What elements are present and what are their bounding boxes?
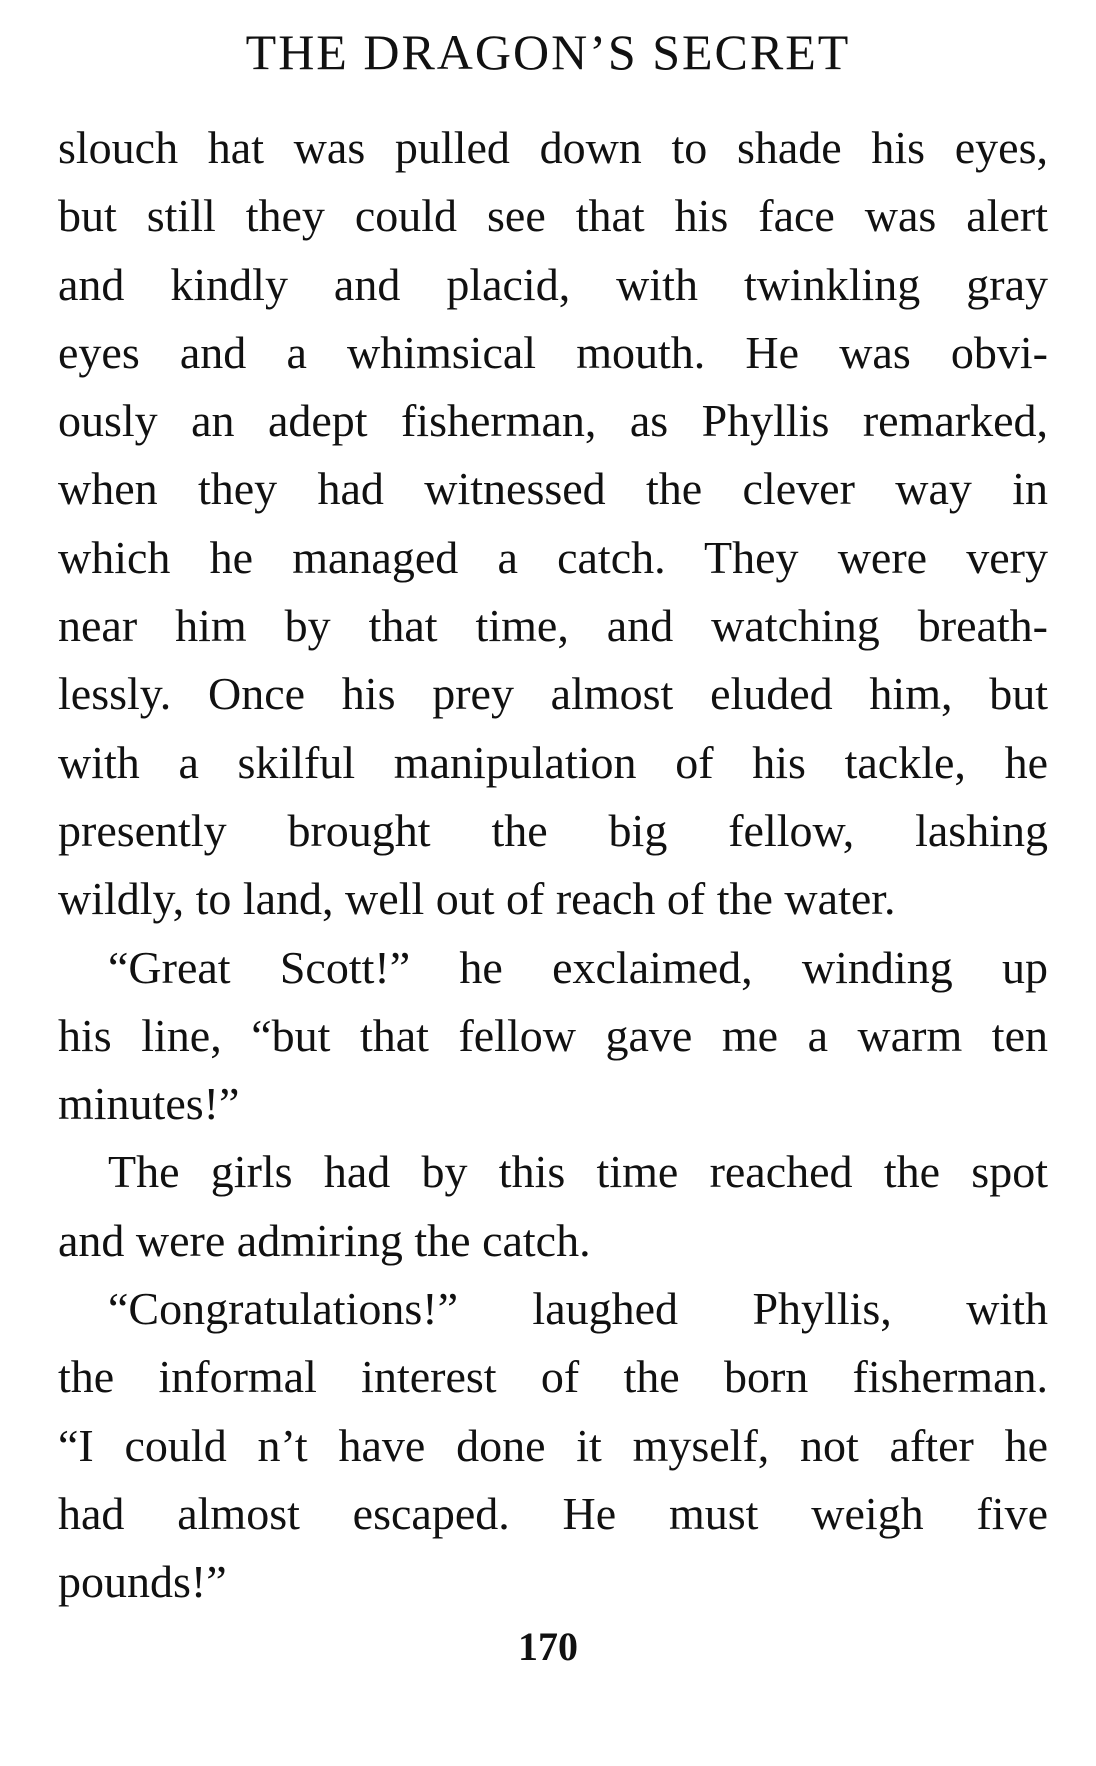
- text-line: and kindly and placid, with twinkling gray: [58, 258, 1048, 310]
- text-line: presently brought the big fellow, lashing: [58, 804, 1048, 856]
- text-line: wildly, to land, well out of reach of the water.: [58, 873, 896, 925]
- running-head: THE DRAGON’S SECRET: [245, 24, 851, 80]
- body-text: [58, 114, 1048, 1617]
- text-line: which he managed a catch. They were very: [58, 531, 1048, 583]
- text-line: “Great Scott!” he exclaimed, winding up: [108, 941, 1048, 993]
- text-line: ously an adept fisherman, as Phyllis remarked,: [58, 395, 1048, 447]
- page-number: 170: [518, 1624, 578, 1669]
- text-line: eyes and a whimsical mouth. He was obvi-: [58, 326, 1048, 378]
- text-line: near him by that time, and watching breath-: [58, 600, 1048, 652]
- text-line: “Congratulations!” laughed Phyllis, with: [108, 1283, 1048, 1335]
- text-line: the informal interest of the born fisherman.: [58, 1351, 1048, 1403]
- text-line: slouch hat was pulled down to shade his eyes,: [58, 122, 1048, 173]
- text-line: with a skilful manipulation of his tackle, he: [58, 736, 1048, 788]
- text-line: minutes!”: [58, 1078, 240, 1130]
- text-line: pounds!”: [58, 1556, 227, 1608]
- text-line: “I could n’t have done it myself, not after he: [58, 1419, 1048, 1471]
- text-line: The girls had by this time reached the spot: [108, 1146, 1048, 1198]
- text-line: had almost escaped. He must weigh five: [58, 1487, 1048, 1539]
- text-line: but still they could see that his face was alert: [58, 190, 1048, 242]
- text-line: and were admiring the catch.: [58, 1214, 591, 1266]
- text-line: his line, “but that fellow gave me a warm ten: [58, 1009, 1048, 1061]
- text-line: lessly. Once his prey almost eluded him, but: [58, 668, 1048, 720]
- text-line: when they had witnessed the clever way in: [58, 463, 1048, 515]
